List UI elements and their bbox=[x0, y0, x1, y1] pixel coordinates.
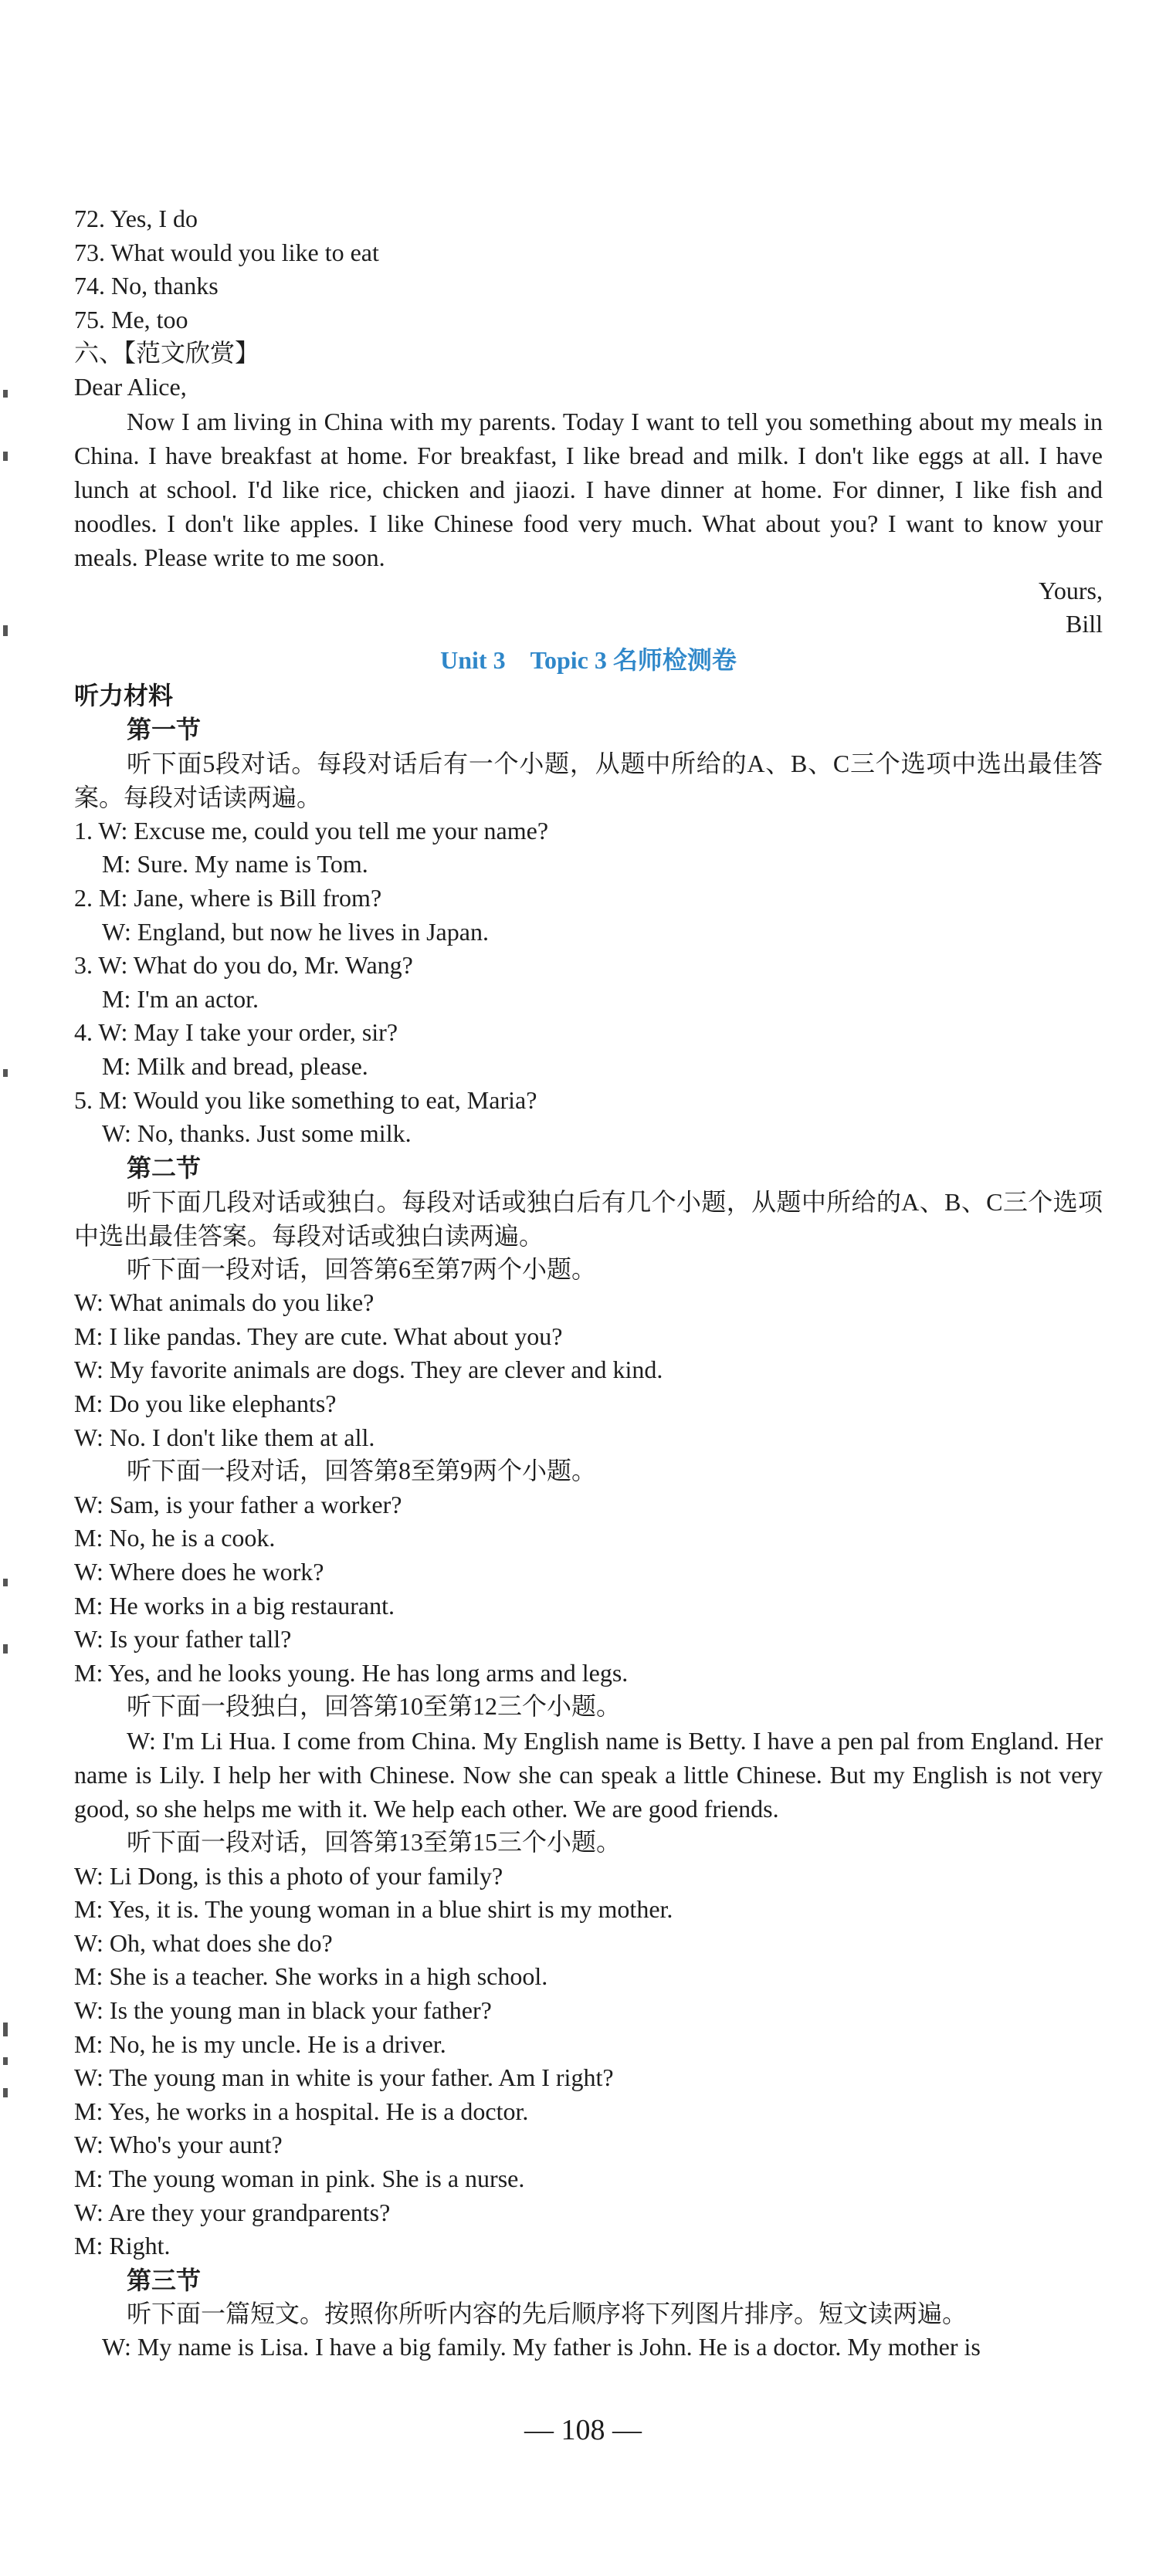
monologue-text: W: I'm Li Hua. I come from China. My English name is Betty. I have a pen pal from England. Her name is Lily. I help her with Chinese. Now she can speak a little Chinese. But my English is not very good, so she helps me with it. We help each other. We are good friends. bbox=[74, 1727, 1103, 1823]
dialogue-line: M: He works in a big restaurant. bbox=[74, 1591, 395, 1620]
dialogue-line: W: Oh, what does she do? bbox=[74, 1928, 333, 1957]
unit-title: Unit 3 Topic 3 名师检测卷 bbox=[440, 645, 737, 674]
part-intro: 听下面一段独白，回答第10至第12三个小题。 bbox=[127, 1692, 622, 1721]
section3-text: W: My name is Lisa. I have a big family. My father is John. He is a doctor. My mother is bbox=[102, 2333, 981, 2361]
section3-instruction: 听下面一篇短文。按照你所听内容的先后顺序将下列图片排序。短文读两遍。 bbox=[127, 2299, 968, 2327]
dialogue-line: W: Are they your grandparents? bbox=[74, 2198, 391, 2226]
dialogue-line: M: Right. bbox=[74, 2232, 171, 2260]
dialogue-line: M: No, he is a cook. bbox=[74, 1524, 276, 1552]
section2-title: 第二节 bbox=[127, 1153, 202, 1182]
dialogue-line: W: Sam, is your father a worker? bbox=[74, 1490, 402, 1518]
dialogue-line: W: Is the young man in black your father? bbox=[74, 1995, 492, 2024]
dialogue-line: W: Who's your aunt? bbox=[74, 2131, 283, 2159]
section1-instruction: 听下面5段对话。每段对话后有一个小题，从题中所给的A、B、C三个选项中选出最佳答案。每段对话读两遍。 bbox=[74, 749, 1103, 811]
dialogue-line: 5. M: Would you like something to eat, Maria? bbox=[74, 1085, 537, 1114]
dialogue-line: W: Where does he work? bbox=[74, 1558, 324, 1586]
answer-line: 73. What would you like to eat bbox=[74, 238, 379, 266]
dialogue-line: W: Li Dong, is this a photo of your family? bbox=[74, 1861, 503, 1890]
dialogue-line: W: My favorite animals are dogs. They are clever and kind. bbox=[74, 1356, 663, 1384]
dialogue-line: M: Yes, and he looks young. He has long arms and legs. bbox=[74, 1658, 629, 1687]
page-number: — 108 — bbox=[524, 2414, 642, 2446]
dialogue-line: 4. W: May I take your order, sir? bbox=[74, 1018, 398, 1047]
part-intro: 听下面一段对话，回答第13至第15三个小题。 bbox=[127, 1828, 622, 1856]
dialogue-line: W: No, thanks. Just some milk. bbox=[102, 1119, 412, 1148]
listening-heading: 听力材料 bbox=[74, 681, 174, 709]
dialogue-line: M: She is a teacher. She works in a high school. bbox=[74, 1962, 548, 1991]
part-intro: 听下面一段对话，回答第6至第7两个小题。 bbox=[127, 1254, 597, 1283]
dialogue-line: W: The young man in white is your father. Am I right? bbox=[74, 2063, 614, 2092]
dialogue-line: W: What animals do you like? bbox=[74, 1288, 375, 1317]
dialogue-line: M: The young woman in pink. She is a nurse. bbox=[74, 2164, 525, 2192]
section3-title: 第三节 bbox=[127, 2266, 202, 2294]
part-intro: 听下面一段对话，回答第8至第9两个小题。 bbox=[127, 1457, 597, 1485]
dialogue-line: M: Yes, he works in a hospital. He is a doctor. bbox=[74, 2097, 529, 2125]
page-edge-marks bbox=[0, 0, 23, 2576]
dialogue-line: 2. M: Jane, where is Bill from? bbox=[74, 883, 382, 912]
essay-closing: Yours, bbox=[1038, 576, 1103, 604]
model-essay-heading: 六、【范文欣赏】 bbox=[74, 339, 260, 367]
essay-salutation: Dear Alice, bbox=[74, 372, 187, 401]
dialogue-line: 1. W: Excuse me, could you tell me your name? bbox=[74, 816, 549, 845]
section1-title: 第一节 bbox=[127, 715, 202, 743]
document-page bbox=[74, 202, 1103, 2364]
essay-signature: Bill bbox=[1065, 610, 1103, 638]
answer-line: 74. No, thanks bbox=[74, 272, 219, 300]
dialogue-line: M: Do you like elephants? bbox=[74, 1390, 337, 1418]
dialogue-line: M: Sure. My name is Tom. bbox=[102, 850, 368, 878]
answer-line: 75. Me, too bbox=[74, 305, 188, 333]
dialogue-line: W: Is your father tall? bbox=[74, 1625, 292, 1654]
dialogue-line: M: I like pandas. They are cute. What about you? bbox=[74, 1322, 563, 1350]
dialogue-line: M: Yes, it is. The young woman in a blue shirt is my mother. bbox=[74, 1895, 673, 1924]
dialogue-line: M: I'm an actor. bbox=[102, 984, 259, 1013]
dialogue-line: W: England, but now he lives in Japan. bbox=[102, 917, 489, 946]
essay-body: Now I am living in China with my parents. Today I want to tell you something about my meals in China. I have breakfast at home. For breakfast, I like bread and milk. I don't like eggs at all. I have lunch at school. I'd like rice, chicken and jiaozi. I have dinner at home. For dinner, I like fish and noodles. I don't like apples. I like Chinese food very much. What about you? I want to know your meals. Please write to me soon. bbox=[74, 407, 1103, 571]
dialogue-line: W: No. I don't like them at all. bbox=[74, 1423, 375, 1451]
dialogue-line: M: Milk and bread, please. bbox=[102, 1051, 368, 1080]
dialogue-line: 3. W: What do you do, Mr. Wang? bbox=[74, 951, 413, 980]
section2-instruction: 听下面几段对话或独白。每段对话或独白后有几个小题，从题中所给的A、B、C三个选项中选出最佳答案。每段对话或独白读两遍。 bbox=[74, 1187, 1103, 1250]
answer-line: 72. Yes, I do bbox=[74, 205, 198, 232]
dialogue-line: M: No, he is my uncle. He is a driver. bbox=[74, 2029, 446, 2058]
